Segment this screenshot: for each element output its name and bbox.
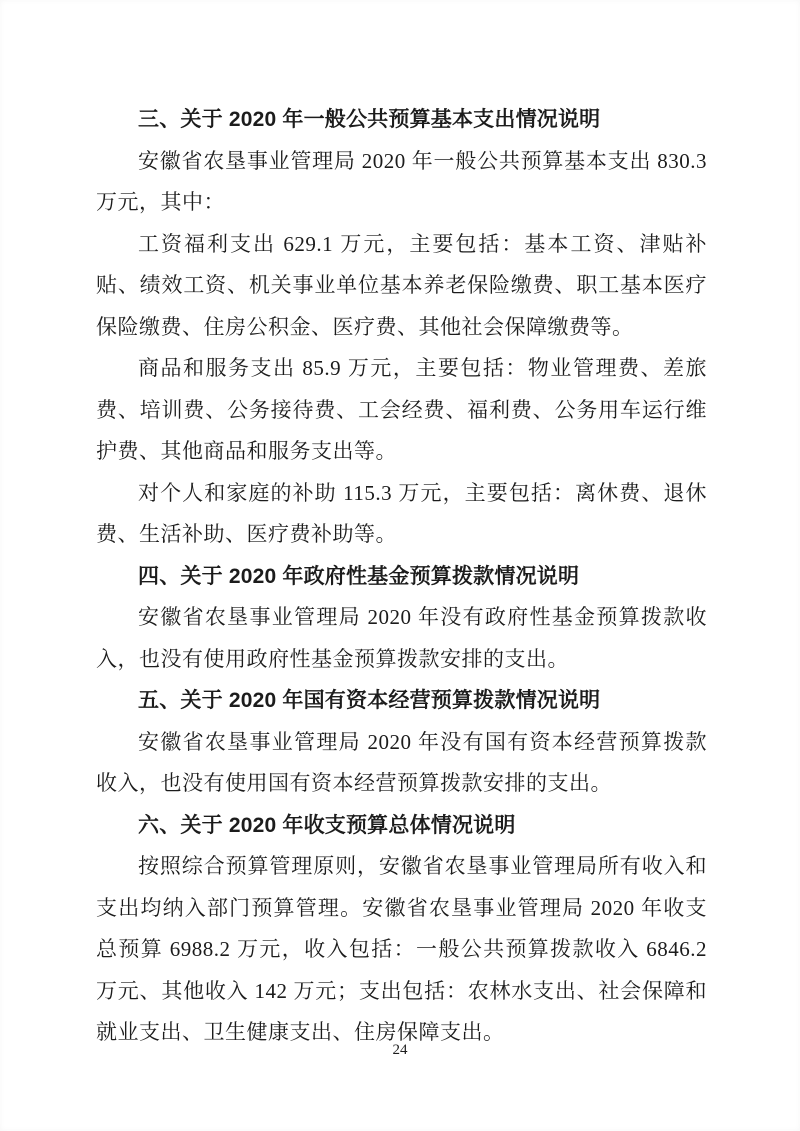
paragraph-basic-expenditure-total: 安徽省农垦事业管理局 2020 年一般公共预算基本支出 830.3 万元，其中： <box>96 148 707 214</box>
paragraph-salary-welfare-expenditure: 工资福利支出 629.1 万元，主要包括：基本工资、津贴补贴、绩效工资、机关事业单位基本养老保险缴费、职工基本医疗保险缴费、住房公积金、医疗费、其他社会保障缴费等。 <box>96 231 707 339</box>
section-heading-basic-expenditure: 三、关于 2020 年一般公共预算基本支出情况说明 <box>138 108 601 131</box>
paragraph-individual-family-subsidy: 对个人和家庭的补助 115.3 万元，主要包括：离休费、退休费、生活补助、医疗费补助等。 <box>96 480 707 546</box>
section-heading-government-fund-budget: 四、关于 2020 年政府性基金预算拨款情况说明 <box>138 564 580 588</box>
paragraph-state-capital-budget: 安徽省农垦事业管理局 2020 年没有国有资本经营预算拨款收入，也没有使用国有资本经营预算拨款安排的支出。 <box>96 729 707 795</box>
paragraph-overall-revenue-expenditure: 按照综合预算管理原则，安徽省农垦事业管理局所有收入和支出均纳入部门预算管理。安徽省农垦事业管理局 2020 年收支总预算 6988.2 万元，收入包括：一般公共预算拨款收入 6846.2 万元、其他收入 142 万元；支出包括：农林水支出、社会保障和就业支出、卫生健康支出、住房保障支出。 <box>96 854 707 1044</box>
page-number: 24 <box>392 1042 408 1058</box>
paragraph-goods-services-expenditure: 商品和服务支出 85.9 万元，主要包括：物业管理费、差旅费、培训费、公务接待费、工会经费、福利费、公务用车运行维护费、其他商品和服务支出等。 <box>96 356 707 463</box>
paragraph-government-fund-budget: 安徽省农垦事业管理局 2020 年没有政府性基金预算拨款收入，也没有使用政府性基金预算拨款安排的支出。 <box>96 605 707 671</box>
section-heading-state-capital-budget: 五、关于 2020 年国有资本经营预算拨款情况说明 <box>138 689 601 712</box>
section-heading-overall-revenue-expenditure: 六、关于 2020 年收支预算总体情况说明 <box>138 813 516 837</box>
